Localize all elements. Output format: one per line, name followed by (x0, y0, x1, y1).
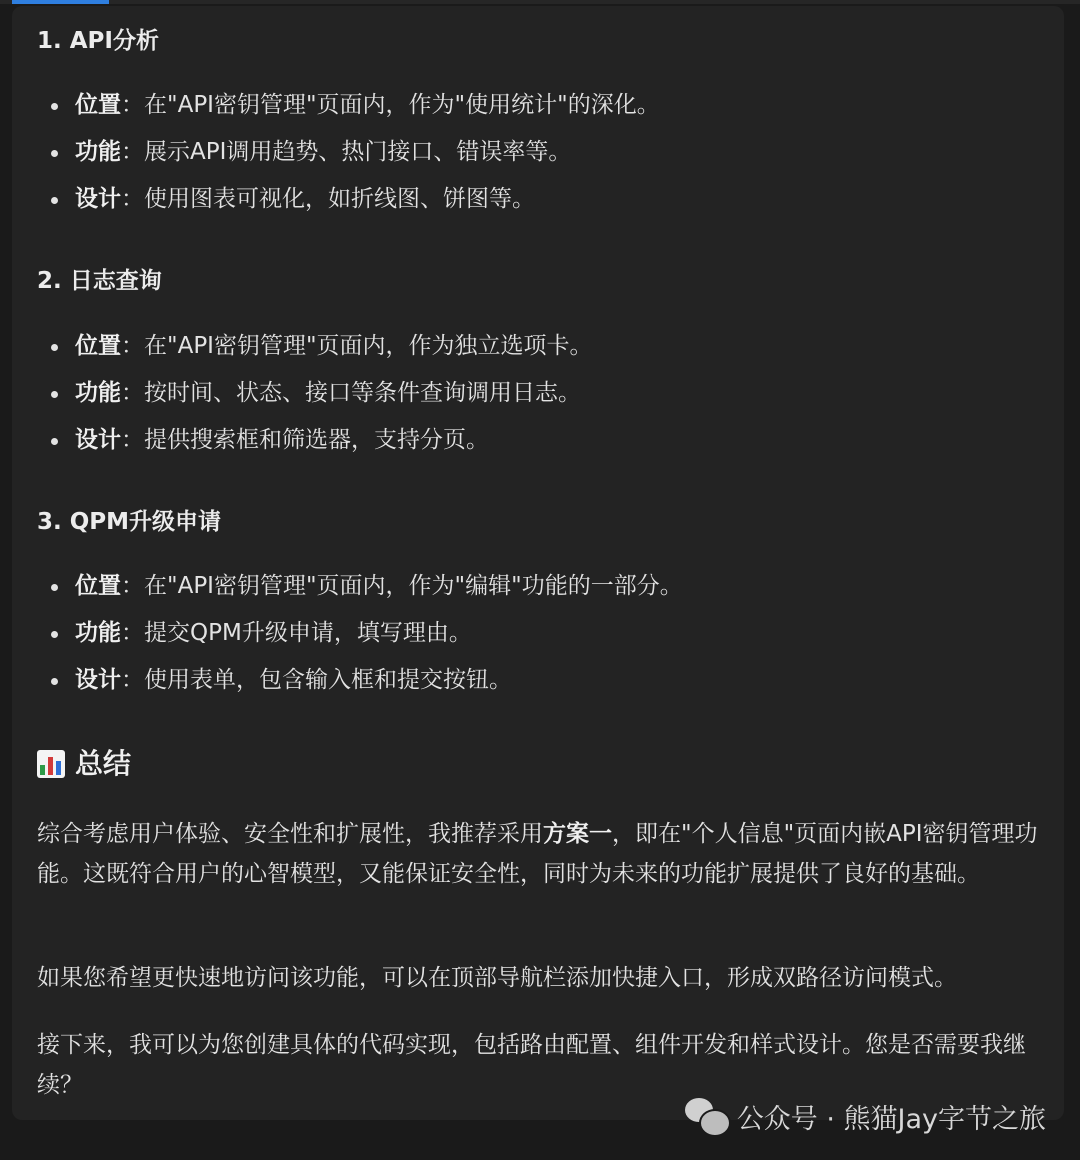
wechat-icon (685, 1098, 727, 1134)
summary-title: 总结 (75, 747, 132, 780)
item-label: 设计 (75, 667, 121, 693)
item-text: 在"API密钥管理"页面内，作为独立选项卡。 (144, 333, 593, 359)
section-list-log-query (37, 329, 593, 470)
item-text: 展示API调用趋势、热门接口、错误率等。 (144, 139, 572, 165)
summary-text: ，即在"个人信息"页面内嵌API密钥管理功能。这既符合用户的心智模型，又能保证安全性，同时为未来的功能扩展提供了良好的基础。 (37, 821, 1038, 887)
item-text: 使用图表可视化，如折线图、饼图等。 (144, 186, 535, 212)
item-text: 在"API密钥管理"页面内，作为"使用统计"的深化。 (144, 92, 660, 118)
summary-paragraph-3: 接下来，我可以为您创建具体的代码实现，包括路由配置、组件开发和样式设计。您是否需要我继续？ (37, 1032, 1026, 1098)
summary-emphasis: 方案一 (543, 821, 612, 847)
item-text: 在"API密钥管理"页面内，作为"编辑"功能的一部分。 (144, 573, 683, 599)
list-item (37, 423, 593, 470)
item-separator: ： (121, 667, 144, 693)
list-item (37, 569, 683, 616)
item-label: 功能 (75, 620, 121, 646)
section-title-api-analysis: 1. API分析 (37, 28, 159, 54)
bullet-icon (51, 197, 58, 204)
watermark-text: 公众号 · 熊猫Jay字节之旅 (736, 1103, 1046, 1135)
top-scroll-indicator (0, 0, 1080, 4)
list-item (37, 663, 683, 710)
item-separator: ： (121, 620, 144, 646)
summary-text: 综合考虑用户体验、安全性和扩展性，我推荐采用 (37, 821, 543, 847)
section-title-qpm-upgrade: 3. QPM升级申请 (37, 509, 222, 535)
list-item (37, 616, 683, 663)
list-item (37, 376, 593, 423)
item-label: 位置 (75, 333, 121, 359)
list-item (37, 135, 660, 182)
item-separator: ： (121, 333, 144, 359)
bullet-icon (51, 150, 58, 157)
item-separator: ： (121, 139, 144, 165)
bullet-icon (51, 584, 58, 591)
bullet-icon (51, 344, 58, 351)
bullet-icon (51, 678, 58, 685)
bullet-icon (51, 631, 58, 638)
summary-paragraph-2: 如果您希望更快速地访问该功能，可以在顶部导航栏添加快捷入口，形成双路径访问模式。 (37, 965, 957, 991)
item-separator: ： (121, 573, 144, 599)
item-text: 使用表单，包含输入框和提交按钮。 (144, 667, 512, 693)
section-list-api-analysis (37, 88, 660, 229)
section-list-qpm-upgrade (37, 569, 683, 710)
bullet-icon (51, 438, 58, 445)
item-label: 位置 (75, 573, 121, 599)
list-item (37, 88, 660, 135)
item-separator: ： (121, 427, 144, 453)
list-item (37, 329, 593, 376)
list-item (37, 182, 660, 229)
item-text: 按时间、状态、接口等条件查询调用日志。 (144, 380, 581, 406)
bar-chart-icon (37, 750, 65, 778)
active-indicator (12, 0, 109, 4)
item-label: 设计 (75, 427, 121, 453)
item-label: 位置 (75, 92, 121, 118)
item-label: 功能 (75, 380, 121, 406)
summary-heading (37, 746, 131, 782)
item-text: 提供搜索框和筛选器，支持分页。 (144, 427, 489, 453)
bullet-icon (51, 391, 58, 398)
item-label: 设计 (75, 186, 121, 212)
summary-paragraph-1 (37, 814, 1042, 894)
chat-message-panel (12, 6, 1064, 1120)
item-label: 功能 (75, 139, 121, 165)
bullet-icon (51, 103, 58, 110)
item-separator: ： (121, 92, 144, 118)
item-separator: ： (121, 380, 144, 406)
section-title-log-query: 2. 日志查询 (37, 268, 162, 294)
watermark (685, 1093, 1046, 1139)
item-text: 提交QPM升级申请，填写理由。 (144, 620, 472, 646)
item-separator: ： (121, 186, 144, 212)
